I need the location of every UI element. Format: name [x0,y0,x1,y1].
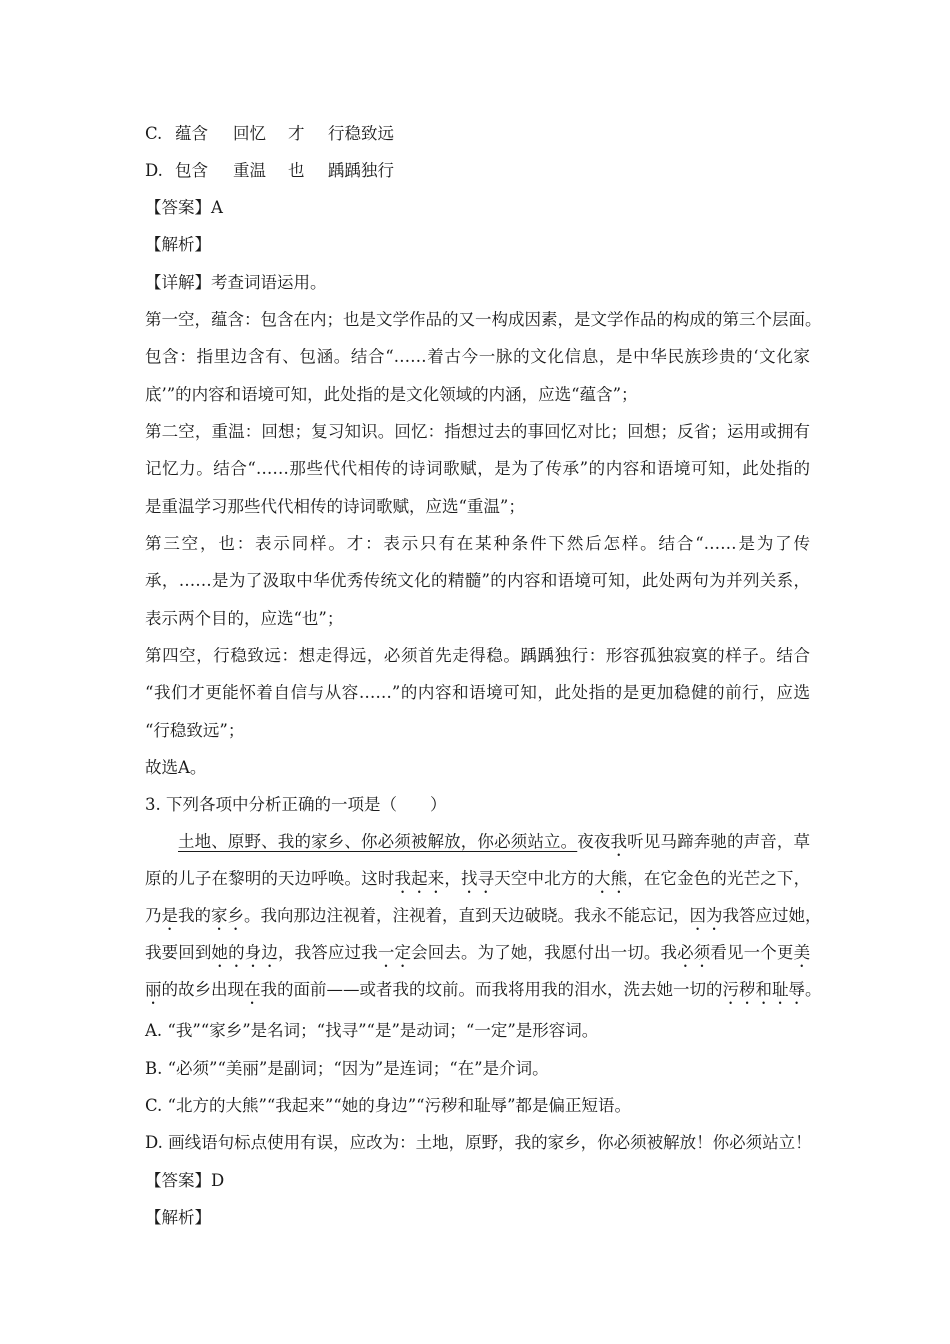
q2-para3-line: 第三空，也：表示同样。才：表示只有在某种条件下然后怎样。结合“……是为了传 [145,534,810,553]
q3-passage-line: 原的儿子在黎明的天边呼唤。这时我起来，找寻天空中北方的大熊，在它金色的光芒之下， [145,869,811,888]
q2-conclusion: 故选A。 [145,758,207,777]
q2-answer: 【答案】A [145,198,223,217]
q2-para2-line: 记忆力。结合“……那些代代相传的诗词歌赋，是为了传承”的内容和语境可知，此处指的 [145,459,810,478]
underlined-sentence: 土地、原野、我的家乡、你必须被解放，你必须站立。 [178,832,578,851]
q2-detail-heading: 【详解】考查词语运用。 [145,273,327,292]
q3-option-a: A. “我”“家乡”是名词；“找寻”“是”是动词；“一定”是形容词。 [145,1021,599,1040]
q2-para3-line: 承，……是为了汲取中华优秀传统文化的精髓”的内容和语境可知，此处两句为并列关系， [145,571,810,590]
q2-analysis-label: 【解析】 [145,235,211,254]
option-d-prev: D. 包含 重温 也 踽踽独行 [145,161,394,180]
q3-passage-line: 乃是我的家乡。我向那边注视着，注视着，直到天边破晓。我永不能忘记，因为我答应过她， [145,906,822,925]
q3-passage-line: 土地、原野、我的家乡、你必须被解放，你必须站立。夜夜我听见马蹄奔驰的声音，草 [178,832,811,851]
q2-para2-line: 第二空，重温：回想；复习知识。回忆：指想过去的事回忆对比；回想；反省；运用或拥有 [145,422,810,441]
q3-option-d: D. 画线语句标点使用有误，应改为：土地，原野，我的家乡，你必须被解放！你必须站立！ [145,1133,812,1152]
q2-para1-line: 底’”的内容和语境可知，此处指的是文化领域的内涵，应选“蕴含”； [145,385,638,404]
q3-option-c: C. “北方的大熊”“我起来”“她的身边”“污秽和耻辱”都是偏正短语。 [145,1096,632,1115]
q3-passage-line: 丽的故乡出现在我的面前——或者我的坟前。而我将用我的泪水，洗去她一切的污秽和耻辱。 [145,980,822,999]
q3-option-b: B. “必须”“美丽”是副词；“因为”是连词；“在”是介词。 [145,1059,549,1078]
q3-passage-line: 我要回到她的身边，我答应过我一定会回去。为了她，我愿付出一切。我必须看见一个更美 [145,943,811,962]
q2-para4-line: 第四空，行稳致远：想走得远，必须首先走得稳。踽踽独行：形容孤独寂寞的样子。结合 [145,646,810,665]
q3-analysis-label: 【解析】 [145,1208,211,1227]
q3-answer: 【答案】D [145,1171,225,1190]
q2-para4-line: “我们才更能怀着自信与从容……”的内容和语境可知，此处指的是更加稳健的前行，应选 [145,683,810,702]
q3-stem: 3. 下列各项中分析正确的一项是（ ） [145,795,447,814]
q2-para4-line: “行稳致远”； [145,721,245,740]
q2-para1-line: 包含：指里边含有、包涵。结合“……着古今一脉的文化信息，是中华民族珍贵的‘文化家 [145,347,810,366]
q2-para2-line: 是重温学习那些代代相传的诗词歌赋，应选“重温”； [145,497,525,516]
q2-para3-line: 表示两个目的，应选“也”； [145,609,344,628]
q2-para1-line: 第一空，蕴含：包含在内；也是文学作品的又一构成因素，是文学作品的构成的第三个层面。 [145,310,822,329]
option-c-prev: C. 蕴含 回忆 才 行稳致远 [145,124,394,143]
